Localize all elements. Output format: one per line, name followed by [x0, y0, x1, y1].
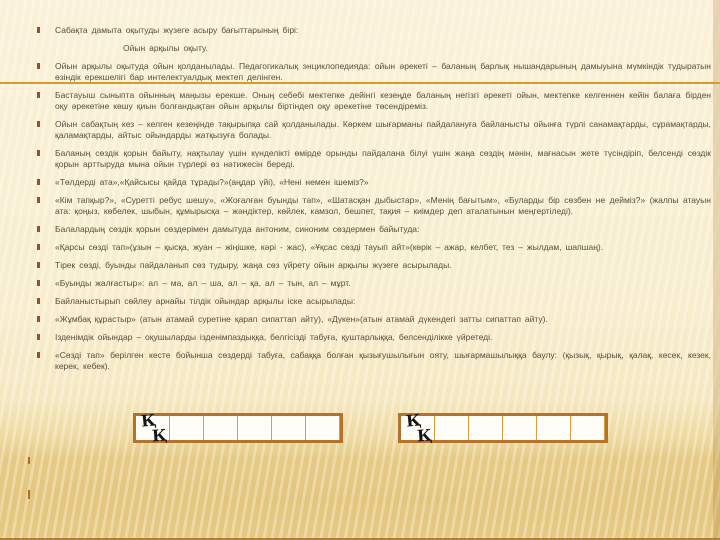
- bullet-marker: [37, 316, 40, 322]
- list-item: [55, 314, 711, 325]
- list-item-text: Балалардың сөздік қорын сөздерімен дамытуда антоним, синоним сөздермен байытуда:: [55, 224, 420, 234]
- bullet-marker: [37, 244, 40, 250]
- bullet-marker: [37, 121, 40, 127]
- empty-bullet-marker: [28, 457, 30, 464]
- letter-grid-1: [133, 410, 343, 446]
- list-item: [55, 224, 711, 235]
- list-item-text: Ойын арқылы оқыту.: [123, 43, 208, 53]
- letter-cell: [238, 416, 272, 440]
- letter-cell: [537, 416, 571, 440]
- list-item: [55, 242, 711, 253]
- list-item-text: Ізденімдік ойындар – оқушыларды ізденімпаздыққа, белгісізді табуға, қуштарлыққа, белсенділікке үйретеді.: [55, 332, 493, 342]
- list-item-text: Ойын сабақтың кез – келген кезеңінде тақырыпқа сай қолданылады. Көркем шығарманы пайдалануға байланысты ойынға түрлі санамақтарды, сұрамақтарды, қаламақтарды, айтыс ойындарды жатқызуға болады.: [55, 119, 711, 140]
- bullet-marker: [37, 280, 40, 286]
- list-item-text: «Буынды жалғастыр»: ал – ма, ал – ша, ал – қа, ал – тын, ал – мұрт.: [55, 278, 351, 288]
- bullet-marker: [37, 352, 40, 358]
- letter-cell: [170, 416, 204, 440]
- list-item-text: Бастауыш сыныпта ойынның маңызы ерекше. Оның себебі мектепке дейінгі кезеңде баланың негізгі әрекеті ойын, мектепке келгеннен кейін балаға бірден оқу әрекетіне көшу қиын болғандықтан ойын арқылы біртіндеп оқу әрекетіне төсендіреміз.: [55, 90, 711, 111]
- list-item-text: Ойын арқылы оқытуда ойын қолданылады. Педагогикалық энциклопедияда: ойын әрекеті – баланың барлық нышандарының дамыуына мүмкіндік тудыратын өзіндік ерекшелігі бар интелектуалдық мектеп делінген.: [55, 61, 711, 82]
- bullet-marker: [37, 262, 40, 268]
- list-item-text: «Төлдерді ата»,«Қайсысы қайда тұрады?»(аңдар үйі), «Нені немен ішеміз?»: [55, 177, 369, 187]
- list-item-text: Байланыстырып сөйлеу арнайы тілдік ойындар арқылы іске асырылады:: [55, 296, 356, 306]
- list-item: [55, 61, 711, 83]
- letter-q-top: Қ: [139, 410, 158, 431]
- bullet-marker: [37, 197, 40, 203]
- list-item: [55, 278, 711, 289]
- letter-cell: [306, 416, 340, 440]
- bullet-marker: [37, 298, 40, 304]
- horizontal-divider-line: [0, 82, 720, 84]
- list-item-text: «Қарсы сөзді тап»(ұзын – қысқа, жуан – жіңішке, кәрі - жас), «Ұқсас сөзді тауып айт»(көрік – ажар, келбет, тез – жылдам, шапшаң).: [55, 242, 604, 252]
- list-item: [55, 43, 711, 54]
- list-item-text: Тірек сөзді, буынды пайдаланып сөз тудыру, жаңа сөз үйрету ойын арқылы жүзеге асырылады.: [55, 260, 452, 270]
- list-item: [55, 350, 711, 372]
- letter-q-bottom: Қ: [151, 425, 168, 446]
- letter-cell: [435, 416, 469, 440]
- list-item: [55, 119, 711, 141]
- slide-body-text: [55, 25, 711, 379]
- list-item-text: «Кім тапқыр?», «Суретті ребус шешу», «Жоғалған буынды тап», «Шатасқан дыбыстар», «Менің бағытым», «Буларды бір сөзбен не дейміз?» (жалпы атауын ата: қоңыз, көбелек, шыбын, құмырысқа – жәндіктер, көйлек, камзол, бешпет, тақия – киімдер деп аталатынын меңгертіледі).: [55, 195, 711, 216]
- letter-grid-2: [398, 410, 608, 446]
- letter-q-top: Қ: [404, 410, 423, 431]
- letter-cell: [503, 416, 537, 440]
- bullet-marker: [37, 27, 40, 33]
- list-item-text: «Сөзді тап» берілген кесте бойынша сөздерді табуға, сабаққа болған қызығушылығын ояту, шығармашылыққа баулу: (қызық, қырық, қалақ, кесек, кезек, керек, кебек).: [55, 350, 711, 371]
- list-item: [55, 332, 711, 343]
- list-item: [55, 177, 711, 188]
- list-item: [55, 25, 711, 36]
- bullet-marker: [37, 150, 40, 156]
- bullet-marker: [37, 179, 40, 185]
- bullet-marker: [37, 226, 40, 232]
- bullet-marker: [37, 92, 40, 98]
- list-item: [55, 148, 711, 170]
- bullet-marker: [37, 63, 40, 69]
- letter-cell: [272, 416, 306, 440]
- empty-bullet-marker: [28, 490, 30, 499]
- list-item: [55, 195, 711, 217]
- bullet-marker: [37, 334, 40, 340]
- letter-cell: [571, 416, 605, 440]
- slide-right-border: [713, 0, 720, 540]
- list-item-text: «Жұмбақ құрастыр» (атын атамай суретіне қарап сипаттап айту), «Дүкен»(атын атамай дүкендегі затты сипаттап айту).: [55, 314, 548, 324]
- list-item-text: Сабақта дамыта оқытуды жүзеге асыру бағыттарының бірі:: [55, 25, 299, 35]
- list-item: [55, 90, 711, 112]
- letter-q-bottom: Қ: [416, 425, 433, 446]
- list-item: [55, 260, 711, 271]
- list-item-text: Баланың сөздік қорын байыту, нақтылау үшін күнделікті өмірде орынды пайдалана білуі үшін жаңа сөздің мәнін, мағнасын жете түсіндіріп, белсенді сөздік қорын арттыруда мына ойын түрлері өз нәтижесін береді.: [55, 148, 711, 169]
- letter-cell: [469, 416, 503, 440]
- letter-cell: [204, 416, 238, 440]
- list-item: [55, 296, 711, 307]
